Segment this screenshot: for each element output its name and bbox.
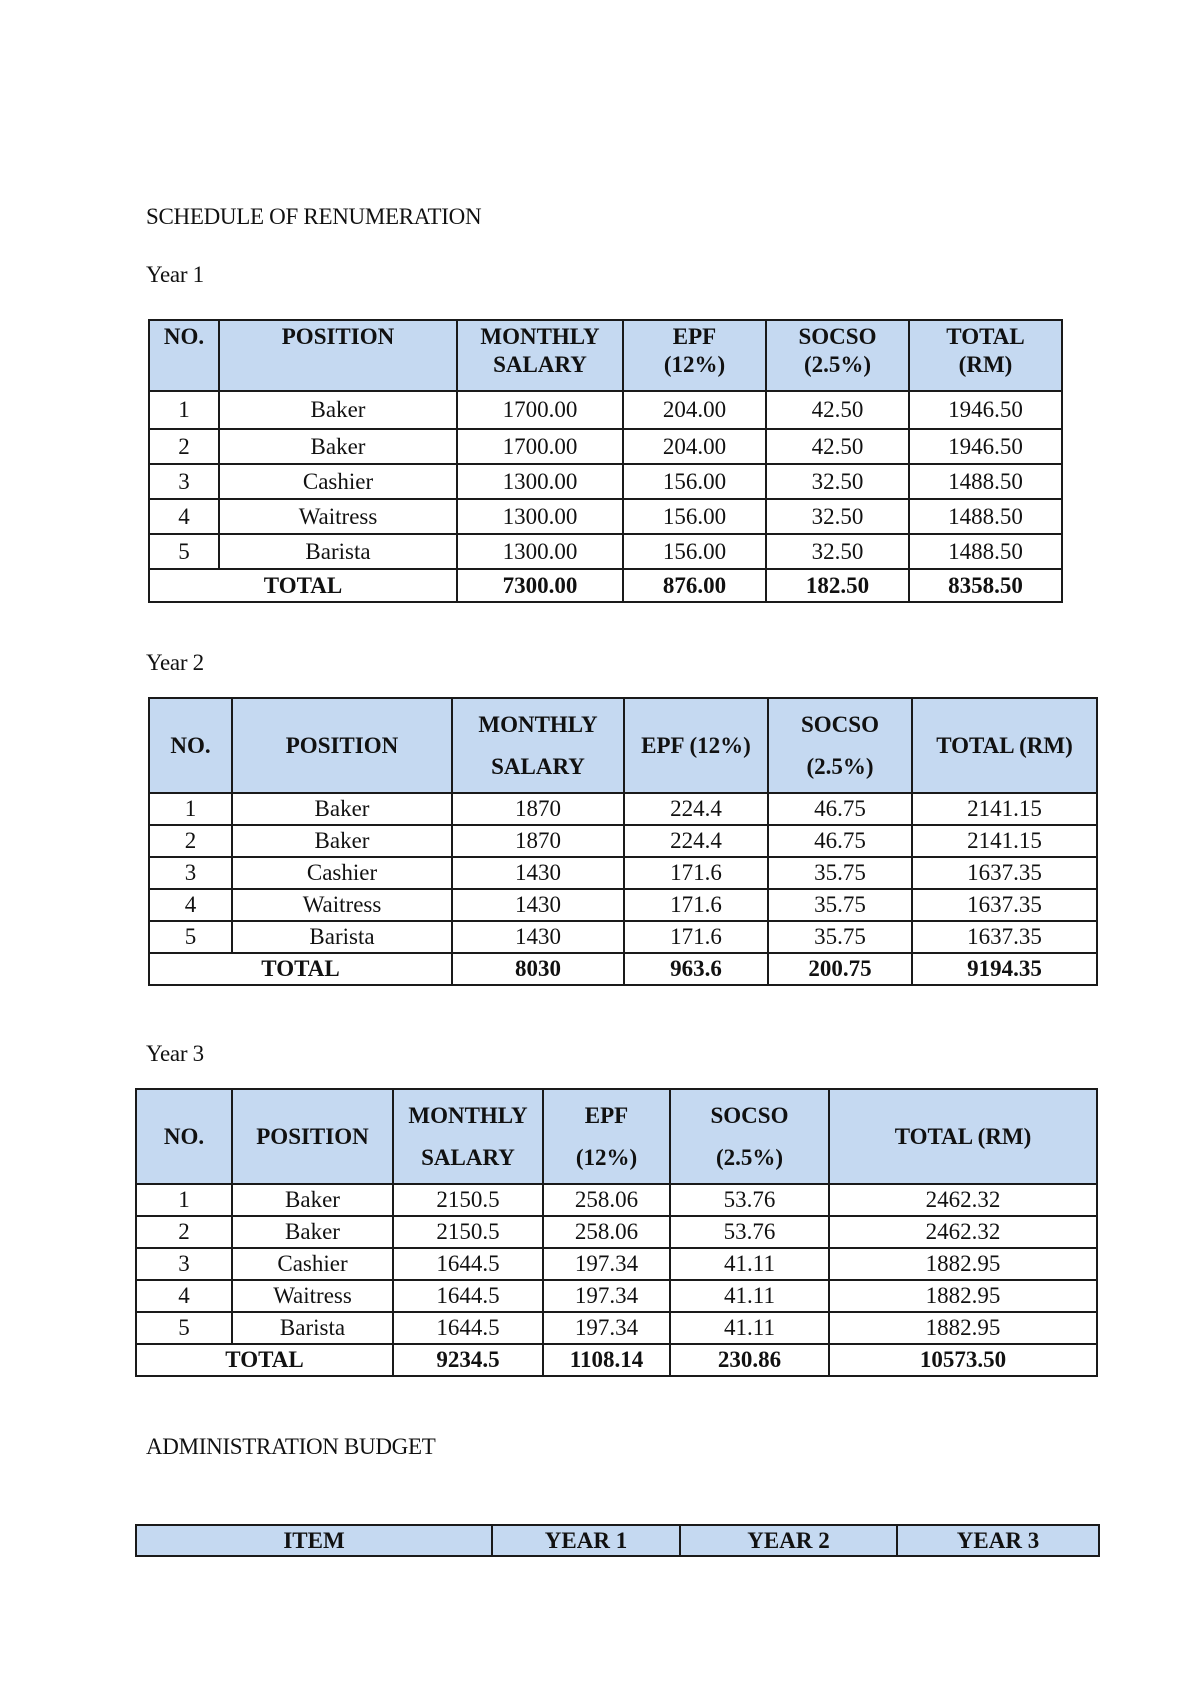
cell-total-label: TOTAL bbox=[136, 1344, 393, 1376]
cell-epf: 171.6 bbox=[624, 857, 768, 889]
table-row bbox=[149, 825, 1097, 857]
cell-epf: 171.6 bbox=[624, 889, 768, 921]
cell-total-salary: 9234.5 bbox=[393, 1344, 543, 1376]
cell-socso: 41.11 bbox=[670, 1312, 829, 1344]
year-2-label: Year 2 bbox=[146, 650, 204, 675]
cell-position: Waitress bbox=[232, 1280, 393, 1312]
document-title: SCHEDULE OF RENUMERATION bbox=[146, 204, 482, 229]
cell-no: 1 bbox=[149, 391, 219, 429]
col-header-socso bbox=[766, 320, 909, 391]
cell-no: 2 bbox=[149, 429, 219, 464]
header-line: MONTHLY bbox=[478, 711, 598, 737]
col-header-position: POSITION bbox=[219, 320, 457, 391]
cell-socso: 35.75 bbox=[768, 889, 912, 921]
col-header-total bbox=[909, 320, 1062, 391]
header-line: EPF bbox=[672, 324, 717, 349]
cell-total-socso: 200.75 bbox=[768, 953, 912, 985]
cell-total: 1882.95 bbox=[829, 1312, 1097, 1344]
cell-socso: 42.50 bbox=[766, 391, 909, 429]
cell-no: 3 bbox=[149, 857, 232, 889]
cell-no: 5 bbox=[149, 534, 219, 569]
cell-salary: 2150.5 bbox=[393, 1184, 543, 1216]
cell-salary: 1300.00 bbox=[457, 499, 623, 534]
col-header-no: NO. bbox=[136, 1089, 232, 1184]
cell-total-total: 10573.50 bbox=[829, 1344, 1097, 1376]
cell-salary: 1430 bbox=[452, 889, 624, 921]
cell-socso: 42.50 bbox=[766, 429, 909, 464]
cell-total-label: TOTAL bbox=[149, 953, 452, 985]
cell-salary: 1870 bbox=[452, 793, 624, 825]
cell-epf: 224.4 bbox=[624, 793, 768, 825]
cell-socso: 32.50 bbox=[766, 464, 909, 499]
col-header-year-3: YEAR 3 bbox=[897, 1525, 1099, 1556]
cell-socso: 41.11 bbox=[670, 1280, 829, 1312]
col-header-monthly-salary bbox=[452, 698, 624, 793]
cell-epf: 197.34 bbox=[543, 1248, 670, 1280]
cell-total-epf: 1108.14 bbox=[543, 1344, 670, 1376]
cell-position: Baker bbox=[219, 429, 457, 464]
table-row bbox=[136, 1216, 1097, 1248]
header-line: (12%) bbox=[663, 352, 726, 377]
cell-salary: 1870 bbox=[452, 825, 624, 857]
col-header-position: POSITION bbox=[232, 698, 452, 793]
cell-salary: 1700.00 bbox=[457, 429, 623, 464]
cell-total: 2462.32 bbox=[829, 1184, 1097, 1216]
cell-total: 2141.15 bbox=[912, 825, 1097, 857]
cell-total-epf: 963.6 bbox=[624, 953, 768, 985]
header-line: SOCSO bbox=[801, 711, 879, 737]
header-line: (2.5%) bbox=[806, 753, 874, 779]
year-1-table bbox=[148, 319, 1063, 603]
cell-position: Baker bbox=[232, 793, 452, 825]
cell-salary: 1430 bbox=[452, 921, 624, 953]
header-line: (RM) bbox=[958, 352, 1013, 377]
header-line: SOCSO bbox=[710, 1102, 789, 1128]
header-line: (12%) bbox=[575, 1144, 638, 1170]
header-line: TOTAL bbox=[946, 324, 1025, 349]
cell-socso: 46.75 bbox=[768, 793, 912, 825]
cell-salary: 1644.5 bbox=[393, 1248, 543, 1280]
cell-total: 1488.50 bbox=[909, 499, 1062, 534]
table-header-row bbox=[149, 320, 1062, 391]
col-header-epf bbox=[543, 1089, 670, 1184]
col-header-position: POSITION bbox=[232, 1089, 393, 1184]
cell-position: Barista bbox=[232, 1312, 393, 1344]
col-header-no: NO. bbox=[149, 698, 232, 793]
col-header-no: NO. bbox=[149, 320, 219, 391]
cell-total-label: TOTAL bbox=[149, 569, 457, 602]
table-row bbox=[149, 857, 1097, 889]
cell-position: Waitress bbox=[219, 499, 457, 534]
table-row bbox=[136, 1280, 1097, 1312]
year-3-label: Year 3 bbox=[146, 1041, 204, 1066]
col-header-year-1: YEAR 1 bbox=[492, 1525, 680, 1556]
year-2-table bbox=[148, 697, 1098, 986]
col-header-epf bbox=[623, 320, 766, 391]
cell-total: 1882.95 bbox=[829, 1248, 1097, 1280]
table-total-row bbox=[136, 1344, 1097, 1376]
cell-no: 1 bbox=[149, 793, 232, 825]
cell-total: 1882.95 bbox=[829, 1280, 1097, 1312]
cell-epf: 197.34 bbox=[543, 1280, 670, 1312]
table-row bbox=[149, 889, 1097, 921]
cell-no: 5 bbox=[136, 1312, 232, 1344]
cell-position: Cashier bbox=[232, 857, 452, 889]
table-row bbox=[149, 499, 1062, 534]
col-header-total: TOTAL (RM) bbox=[912, 698, 1097, 793]
cell-total: 1946.50 bbox=[909, 429, 1062, 464]
cell-total-epf: 876.00 bbox=[623, 569, 766, 602]
cell-socso: 53.76 bbox=[670, 1216, 829, 1248]
table-row bbox=[149, 534, 1062, 569]
table-header-row bbox=[136, 1089, 1097, 1184]
cell-total-total: 8358.50 bbox=[909, 569, 1062, 602]
cell-epf: 156.00 bbox=[623, 534, 766, 569]
cell-socso: 53.76 bbox=[670, 1184, 829, 1216]
cell-no: 3 bbox=[149, 464, 219, 499]
header-line: MONTHLY bbox=[480, 324, 600, 349]
cell-epf: 204.00 bbox=[623, 429, 766, 464]
table-row bbox=[136, 1312, 1097, 1344]
cell-socso: 41.11 bbox=[670, 1248, 829, 1280]
cell-total: 1637.35 bbox=[912, 857, 1097, 889]
cell-position: Waitress bbox=[232, 889, 452, 921]
table-header-row bbox=[136, 1525, 1099, 1556]
cell-no: 2 bbox=[136, 1216, 232, 1248]
cell-no: 4 bbox=[149, 889, 232, 921]
cell-salary: 1644.5 bbox=[393, 1312, 543, 1344]
cell-total: 1488.50 bbox=[909, 464, 1062, 499]
header-line: SALARY bbox=[491, 753, 585, 779]
table-row bbox=[149, 793, 1097, 825]
table-row bbox=[149, 921, 1097, 953]
cell-no: 1 bbox=[136, 1184, 232, 1216]
cell-socso: 46.75 bbox=[768, 825, 912, 857]
header-line: EPF bbox=[584, 1102, 629, 1128]
cell-epf: 204.00 bbox=[623, 391, 766, 429]
cell-total: 1637.35 bbox=[912, 889, 1097, 921]
cell-salary: 1300.00 bbox=[457, 464, 623, 499]
cell-socso: 32.50 bbox=[766, 534, 909, 569]
cell-position: Baker bbox=[219, 391, 457, 429]
header-line: SALARY bbox=[421, 1144, 515, 1170]
table-row bbox=[136, 1184, 1097, 1216]
cell-position: Baker bbox=[232, 825, 452, 857]
cell-total: 1946.50 bbox=[909, 391, 1062, 429]
year-1-label: Year 1 bbox=[146, 262, 204, 287]
col-header-epf: EPF (12%) bbox=[624, 698, 768, 793]
cell-position: Baker bbox=[232, 1216, 393, 1248]
cell-total: 2141.15 bbox=[912, 793, 1097, 825]
cell-position: Cashier bbox=[232, 1248, 393, 1280]
col-header-year-2: YEAR 2 bbox=[680, 1525, 897, 1556]
table-row bbox=[149, 391, 1062, 429]
cell-total: 2462.32 bbox=[829, 1216, 1097, 1248]
table-row bbox=[136, 1248, 1097, 1280]
col-header-monthly-salary bbox=[393, 1089, 543, 1184]
cell-no: 3 bbox=[136, 1248, 232, 1280]
table-row bbox=[149, 464, 1062, 499]
header-line: SOCSO bbox=[798, 324, 877, 349]
cell-total-socso: 230.86 bbox=[670, 1344, 829, 1376]
cell-no: 4 bbox=[136, 1280, 232, 1312]
cell-position: Cashier bbox=[219, 464, 457, 499]
cell-epf: 171.6 bbox=[624, 921, 768, 953]
cell-socso: 32.50 bbox=[766, 499, 909, 534]
col-header-monthly-salary bbox=[457, 320, 623, 391]
cell-epf: 258.06 bbox=[543, 1184, 670, 1216]
cell-total-salary: 8030 bbox=[452, 953, 624, 985]
cell-total: 1488.50 bbox=[909, 534, 1062, 569]
cell-position: Barista bbox=[232, 921, 452, 953]
cell-socso: 35.75 bbox=[768, 857, 912, 889]
cell-salary: 1644.5 bbox=[393, 1280, 543, 1312]
col-header-total: TOTAL (RM) bbox=[829, 1089, 1097, 1184]
header-line: (2.5%) bbox=[715, 1144, 784, 1170]
year-3-table bbox=[135, 1088, 1098, 1377]
table-total-row bbox=[149, 953, 1097, 985]
col-header-socso bbox=[670, 1089, 829, 1184]
admin-budget-title: ADMINISTRATION BUDGET bbox=[146, 1434, 436, 1459]
col-header-socso bbox=[768, 698, 912, 793]
cell-position: Barista bbox=[219, 534, 457, 569]
cell-epf: 224.4 bbox=[624, 825, 768, 857]
table-header-row bbox=[149, 698, 1097, 793]
table-total-row bbox=[149, 569, 1062, 602]
header-line: SALARY bbox=[493, 352, 587, 377]
cell-salary: 1430 bbox=[452, 857, 624, 889]
col-header-item: ITEM bbox=[136, 1525, 492, 1556]
cell-no: 4 bbox=[149, 499, 219, 534]
header-line: MONTHLY bbox=[408, 1102, 528, 1128]
cell-socso: 35.75 bbox=[768, 921, 912, 953]
cell-epf: 156.00 bbox=[623, 499, 766, 534]
cell-no: 5 bbox=[149, 921, 232, 953]
cell-total-socso: 182.50 bbox=[766, 569, 909, 602]
cell-salary: 1700.00 bbox=[457, 391, 623, 429]
table-row bbox=[149, 429, 1062, 464]
cell-total-total: 9194.35 bbox=[912, 953, 1097, 985]
cell-epf: 156.00 bbox=[623, 464, 766, 499]
cell-salary: 2150.5 bbox=[393, 1216, 543, 1248]
cell-salary: 1300.00 bbox=[457, 534, 623, 569]
cell-position: Baker bbox=[232, 1184, 393, 1216]
cell-no: 2 bbox=[149, 825, 232, 857]
header-line: (2.5%) bbox=[803, 352, 872, 377]
cell-epf: 197.34 bbox=[543, 1312, 670, 1344]
cell-total-salary: 7300.00 bbox=[457, 569, 623, 602]
admin-budget-table bbox=[135, 1524, 1100, 1557]
cell-epf: 258.06 bbox=[543, 1216, 670, 1248]
cell-total: 1637.35 bbox=[912, 921, 1097, 953]
